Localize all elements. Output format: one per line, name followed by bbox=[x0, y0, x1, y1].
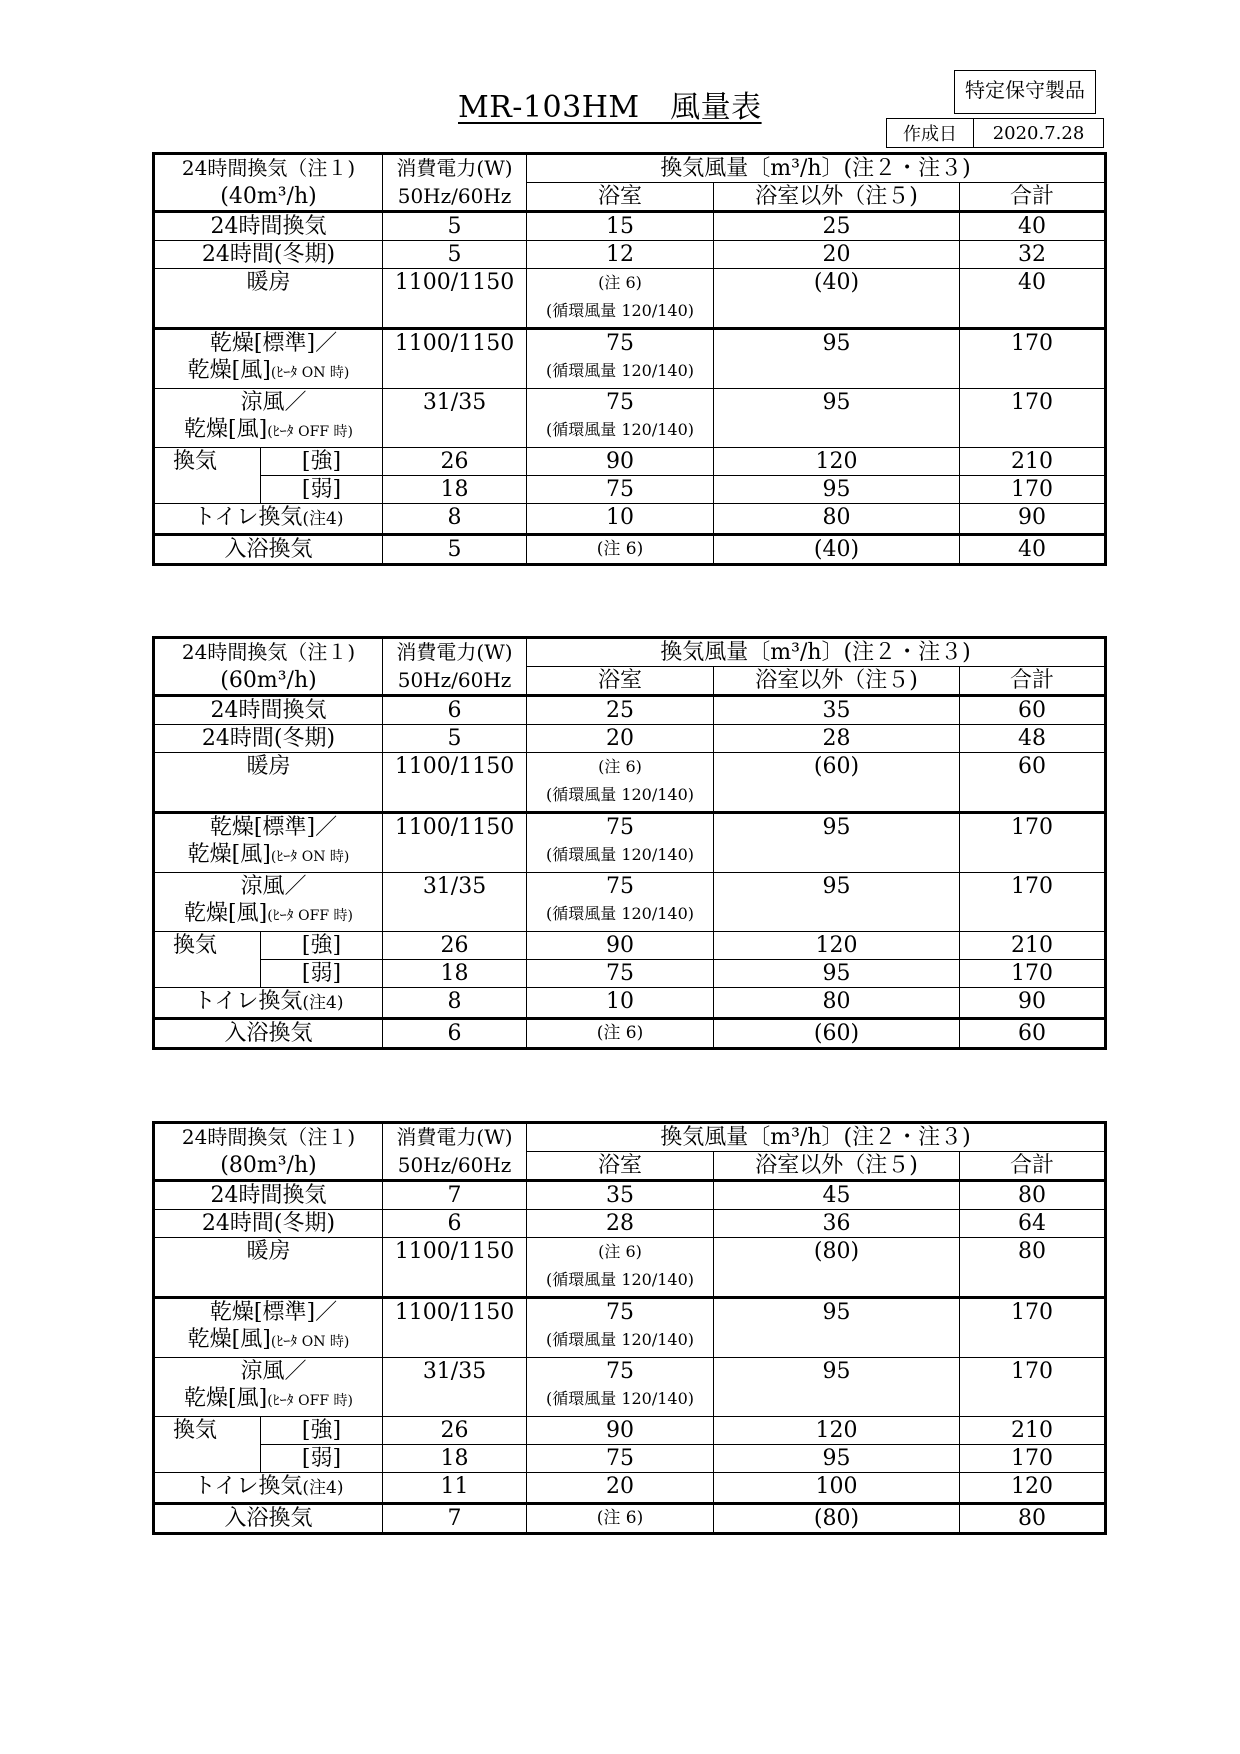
cell-bath-notes bbox=[527, 1298, 714, 1358]
cell-other: 95 bbox=[714, 389, 960, 448]
cell-total: 60 bbox=[960, 753, 1106, 813]
cell-other: (80) bbox=[714, 1238, 960, 1298]
dry-label-1: 乾燥[標準]／ bbox=[209, 1300, 338, 1325]
header-power-label: 消費電力(W) bbox=[383, 1123, 527, 1152]
cell-total: 170 bbox=[960, 1358, 1106, 1417]
cell-bath: 75 bbox=[606, 390, 635, 415]
cell-bath-notes bbox=[527, 269, 714, 329]
cell-power: 26 bbox=[383, 448, 527, 476]
header-total-label: 合計 bbox=[960, 667, 1106, 696]
cell-bath-notes bbox=[527, 329, 714, 389]
cell-total: 40 bbox=[960, 212, 1106, 241]
cell-power: 1100/1150 bbox=[383, 753, 527, 813]
row-label-vent-spacer bbox=[154, 1445, 261, 1473]
header-mode-label: 24時間換気（注１) bbox=[154, 1123, 383, 1152]
header-other-label: 浴室以外（注５) bbox=[714, 183, 960, 212]
row-label-bathing: 入浴換気 bbox=[154, 535, 383, 565]
cool-label-2-note: (ﾋｰﾀ OFF 時) bbox=[267, 1393, 353, 1409]
cell-bath: 75 bbox=[606, 874, 635, 899]
cell-total: 210 bbox=[960, 932, 1106, 960]
cell-bath: 90 bbox=[527, 1417, 714, 1445]
circulation-note: (循環風量 120/140) bbox=[545, 301, 695, 320]
cell-total: 40 bbox=[960, 535, 1106, 565]
cell-power: 5 bbox=[383, 241, 527, 269]
cell-power: 18 bbox=[383, 1445, 527, 1473]
dry-label-2 bbox=[155, 357, 382, 387]
cool-label-2 bbox=[155, 900, 382, 930]
header-bath-label: 浴室 bbox=[527, 1152, 714, 1181]
cell-total: 210 bbox=[960, 1417, 1106, 1445]
circulation-note: (循環風量 120/140) bbox=[545, 904, 695, 923]
circulation-note: (循環風量 120/140) bbox=[545, 845, 695, 864]
row-label-vent: 換気 bbox=[154, 932, 261, 960]
cell-total: 60 bbox=[960, 1019, 1106, 1049]
toilet-label: トイレ換気 bbox=[193, 1474, 303, 1499]
cell-bath: 75 bbox=[606, 1359, 635, 1384]
cell-power: 6 bbox=[383, 1210, 527, 1238]
cell-other: 25 bbox=[714, 212, 960, 241]
row-label-weak: [弱] bbox=[261, 1445, 383, 1473]
dry-label-2-main: 乾燥[風] bbox=[187, 842, 271, 867]
cell-other: 35 bbox=[714, 696, 960, 725]
cell-power: 7 bbox=[383, 1181, 527, 1210]
toilet-note: (注4) bbox=[302, 993, 344, 1013]
circulation-note: (循環風量 120/140) bbox=[545, 785, 695, 804]
row-label-winter: 24時間(冬期) bbox=[154, 241, 383, 269]
cell-power: 8 bbox=[383, 504, 527, 535]
dry-label-2-note: (ﾋｰﾀ ON 時) bbox=[270, 365, 350, 381]
cell-other: 28 bbox=[714, 725, 960, 753]
cell-total: 170 bbox=[960, 389, 1106, 448]
dry-label-2-main: 乾燥[風] bbox=[187, 358, 271, 383]
cell-total: 170 bbox=[960, 329, 1106, 389]
cool-label-1: 涼風／ bbox=[240, 1359, 307, 1384]
cell-bath: 25 bbox=[527, 696, 714, 725]
dry-label-2-main: 乾燥[風] bbox=[187, 1327, 271, 1352]
date-box bbox=[886, 118, 1104, 148]
cell-power: 31/35 bbox=[383, 389, 527, 448]
row-label-dry bbox=[154, 329, 383, 389]
page-title: MR-103HM 風量表 bbox=[458, 90, 762, 125]
cell-total: 170 bbox=[960, 813, 1106, 873]
cell-bath-notes bbox=[527, 813, 714, 873]
cell-total: 170 bbox=[960, 1445, 1106, 1473]
cell-other: 80 bbox=[714, 504, 960, 535]
cell-total: 80 bbox=[960, 1181, 1106, 1210]
cell-power: 31/35 bbox=[383, 1358, 527, 1417]
cool-label-2 bbox=[155, 416, 382, 446]
row-label-strong: [強] bbox=[261, 448, 383, 476]
cell-other: (60) bbox=[714, 753, 960, 813]
header-flow-label: 換気風量〔m³/h〕(注２・注３) bbox=[527, 154, 1106, 183]
cell-other: 95 bbox=[714, 1358, 960, 1417]
cool-label-2-main: 乾燥[風] bbox=[184, 417, 268, 442]
cell-power: 31/35 bbox=[383, 873, 527, 932]
header-bath-label: 浴室 bbox=[527, 667, 714, 696]
row-label-toilet bbox=[154, 504, 383, 535]
cell-other: 80 bbox=[714, 988, 960, 1019]
row-label-heating: 暖房 bbox=[154, 1238, 383, 1298]
row-label-toilet bbox=[154, 988, 383, 1019]
cell-other: 95 bbox=[714, 1298, 960, 1358]
cell-power: 1100/1150 bbox=[383, 813, 527, 873]
cool-label-2 bbox=[155, 1385, 382, 1415]
cell-other: 95 bbox=[714, 813, 960, 873]
cell-bath: 75 bbox=[606, 1300, 635, 1325]
cool-label-1: 涼風／ bbox=[240, 874, 307, 899]
row-label-vent-spacer bbox=[154, 960, 261, 988]
cell-bath: 75 bbox=[606, 815, 635, 840]
cell-other: 100 bbox=[714, 1473, 960, 1504]
cell-bath: 75 bbox=[527, 476, 714, 504]
row-label-bathing: 入浴換気 bbox=[154, 1019, 383, 1049]
cell-other: (60) bbox=[714, 1019, 960, 1049]
dry-label-2-note: (ﾋｰﾀ ON 時) bbox=[270, 1334, 350, 1350]
cell-bath: 15 bbox=[527, 212, 714, 241]
row-label-vent24: 24時間換気 bbox=[154, 1181, 383, 1210]
header-power-label: 消費電力(W) bbox=[383, 154, 527, 183]
cell-other: 45 bbox=[714, 1181, 960, 1210]
cell-bath: 10 bbox=[527, 988, 714, 1019]
header-rate: (60m³/h) bbox=[154, 667, 383, 696]
cool-label-2-main: 乾燥[風] bbox=[184, 1386, 268, 1411]
cell-power: 6 bbox=[383, 1019, 527, 1049]
cell-bath: 10 bbox=[527, 504, 714, 535]
cell-bath: 75 bbox=[606, 331, 635, 356]
row-label-toilet bbox=[154, 1473, 383, 1504]
airflow-table-3 bbox=[152, 1121, 1107, 1535]
row-label-vent: 換気 bbox=[154, 448, 261, 476]
header-rate: (80m³/h) bbox=[154, 1152, 383, 1181]
cell-power: 26 bbox=[383, 1417, 527, 1445]
row-label-winter: 24時間(冬期) bbox=[154, 725, 383, 753]
row-label-vent24: 24時間換気 bbox=[154, 696, 383, 725]
cell-other: (40) bbox=[714, 269, 960, 329]
circulation-note: (循環風量 120/140) bbox=[545, 420, 695, 439]
cell-bath: 12 bbox=[527, 241, 714, 269]
cell-other: 95 bbox=[714, 476, 960, 504]
row-label-dry bbox=[154, 1298, 383, 1358]
header-other-label: 浴室以外（注５) bbox=[714, 667, 960, 696]
cell-bath: 35 bbox=[527, 1181, 714, 1210]
header-mode-label: 24時間換気（注１) bbox=[154, 154, 383, 183]
cell-power: 6 bbox=[383, 696, 527, 725]
header-rate: (40m³/h) bbox=[154, 183, 383, 212]
cool-label-2-note: (ﾋｰﾀ OFF 時) bbox=[267, 908, 353, 924]
dry-label-1: 乾燥[標準]／ bbox=[209, 331, 338, 356]
cell-total: 120 bbox=[960, 1473, 1106, 1504]
dry-label-2 bbox=[155, 841, 382, 871]
cool-label-2-note: (ﾋｰﾀ OFF 時) bbox=[267, 424, 353, 440]
airflow-table-2 bbox=[152, 636, 1107, 1050]
cell-bath-note: (注 6) bbox=[527, 1019, 714, 1049]
row-label-cool bbox=[154, 389, 383, 448]
cell-total: 170 bbox=[960, 873, 1106, 932]
cell-bath: 90 bbox=[527, 932, 714, 960]
row-label-heating: 暖房 bbox=[154, 269, 383, 329]
header-total-label: 合計 bbox=[960, 183, 1106, 212]
cell-other: 95 bbox=[714, 960, 960, 988]
row-label-heating: 暖房 bbox=[154, 753, 383, 813]
cell-bath-note: (注 6) bbox=[527, 1504, 714, 1534]
dry-label-2 bbox=[155, 1326, 382, 1356]
toilet-note: (注4) bbox=[302, 1478, 344, 1498]
circulation-note: (循環風量 120/140) bbox=[545, 1330, 695, 1349]
cell-power: 1100/1150 bbox=[383, 329, 527, 389]
circulation-note: (循環風量 120/140) bbox=[545, 1270, 695, 1289]
cell-bath: 75 bbox=[527, 1445, 714, 1473]
header-freq-label: 50Hz/60Hz bbox=[383, 1152, 527, 1181]
row-label-vent-spacer bbox=[154, 476, 261, 504]
row-label-weak: [弱] bbox=[261, 476, 383, 504]
note-6: (注 6) bbox=[598, 273, 642, 292]
cell-total: 48 bbox=[960, 725, 1106, 753]
cell-other: 120 bbox=[714, 932, 960, 960]
cell-total: 60 bbox=[960, 696, 1106, 725]
cell-other: 36 bbox=[714, 1210, 960, 1238]
header-flow-label: 換気風量〔m³/h〕(注２・注３) bbox=[527, 1123, 1106, 1152]
cell-total: 170 bbox=[960, 476, 1106, 504]
cell-total: 170 bbox=[960, 1298, 1106, 1358]
cell-bath-notes bbox=[527, 873, 714, 932]
header-bath-label: 浴室 bbox=[527, 183, 714, 212]
cell-other: 120 bbox=[714, 1417, 960, 1445]
row-label-cool bbox=[154, 1358, 383, 1417]
toilet-label: トイレ換気 bbox=[193, 505, 303, 530]
cell-total: 40 bbox=[960, 269, 1106, 329]
cell-bath-notes bbox=[527, 389, 714, 448]
cell-total: 64 bbox=[960, 1210, 1106, 1238]
cell-other: (80) bbox=[714, 1504, 960, 1534]
cell-other: 95 bbox=[714, 873, 960, 932]
cell-power: 18 bbox=[383, 476, 527, 504]
row-label-strong: [強] bbox=[261, 1417, 383, 1445]
row-label-dry bbox=[154, 813, 383, 873]
cell-other: 20 bbox=[714, 241, 960, 269]
note-6: (注 6) bbox=[598, 757, 642, 776]
row-label-weak: [弱] bbox=[261, 960, 383, 988]
cell-power: 18 bbox=[383, 960, 527, 988]
cell-total: 32 bbox=[960, 241, 1106, 269]
cell-total: 80 bbox=[960, 1238, 1106, 1298]
cell-power: 1100/1150 bbox=[383, 269, 527, 329]
cool-label-1: 涼風／ bbox=[240, 390, 307, 415]
header-other-label: 浴室以外（注５) bbox=[714, 1152, 960, 1181]
row-label-vent24: 24時間換気 bbox=[154, 212, 383, 241]
cell-bath: 20 bbox=[527, 1473, 714, 1504]
cell-bath-notes bbox=[527, 1238, 714, 1298]
date-value: 2020.7.28 bbox=[992, 122, 1085, 144]
cell-power: 8 bbox=[383, 988, 527, 1019]
circulation-note: (循環風量 120/140) bbox=[545, 361, 695, 380]
cell-other: 95 bbox=[714, 1445, 960, 1473]
cell-power: 1100/1150 bbox=[383, 1298, 527, 1358]
cell-total: 90 bbox=[960, 504, 1106, 535]
cell-power: 26 bbox=[383, 932, 527, 960]
cell-other: 95 bbox=[714, 329, 960, 389]
cool-label-2-main: 乾燥[風] bbox=[184, 901, 268, 926]
date-label: 作成日 bbox=[887, 119, 974, 147]
row-label-bathing: 入浴換気 bbox=[154, 1504, 383, 1534]
row-label-cool bbox=[154, 873, 383, 932]
cell-power: 1100/1150 bbox=[383, 1238, 527, 1298]
header-total-label: 合計 bbox=[960, 1152, 1106, 1181]
cell-total: 80 bbox=[960, 1504, 1106, 1534]
header-power-label: 消費電力(W) bbox=[383, 638, 527, 667]
cell-total: 170 bbox=[960, 960, 1106, 988]
dry-label-1: 乾燥[標準]／ bbox=[209, 815, 338, 840]
dry-label-2-note: (ﾋｰﾀ ON 時) bbox=[270, 849, 350, 865]
header-freq-label: 50Hz/60Hz bbox=[383, 183, 527, 212]
header-freq-label: 50Hz/60Hz bbox=[383, 667, 527, 696]
cell-bath-notes bbox=[527, 753, 714, 813]
toilet-label: トイレ換気 bbox=[193, 989, 303, 1014]
cell-bath: 90 bbox=[527, 448, 714, 476]
airflow-table-1 bbox=[152, 152, 1107, 566]
note-6: (注 6) bbox=[598, 1242, 642, 1261]
header-flow-label: 換気風量〔m³/h〕(注２・注３) bbox=[527, 638, 1106, 667]
cell-bath: 20 bbox=[527, 725, 714, 753]
cell-other: (40) bbox=[714, 535, 960, 565]
row-label-vent: 換気 bbox=[154, 1417, 261, 1445]
cell-power: 11 bbox=[383, 1473, 527, 1504]
header-mode-label: 24時間換気（注１) bbox=[154, 638, 383, 667]
cell-power: 5 bbox=[383, 725, 527, 753]
cell-total: 210 bbox=[960, 448, 1106, 476]
cell-power: 5 bbox=[383, 535, 527, 565]
cell-bath: 28 bbox=[527, 1210, 714, 1238]
cell-power: 7 bbox=[383, 1504, 527, 1534]
cell-bath-notes bbox=[527, 1358, 714, 1417]
cell-bath: 75 bbox=[527, 960, 714, 988]
circulation-note: (循環風量 120/140) bbox=[545, 1389, 695, 1408]
row-label-winter: 24時間(冬期) bbox=[154, 1210, 383, 1238]
cell-total: 90 bbox=[960, 988, 1106, 1019]
cell-power: 5 bbox=[383, 212, 527, 241]
special-maintenance-badge: 特定保守製品 bbox=[954, 70, 1096, 114]
cell-bath-note: (注 6) bbox=[527, 535, 714, 565]
toilet-note: (注4) bbox=[302, 509, 344, 529]
cell-other: 120 bbox=[714, 448, 960, 476]
row-label-strong: [強] bbox=[261, 932, 383, 960]
